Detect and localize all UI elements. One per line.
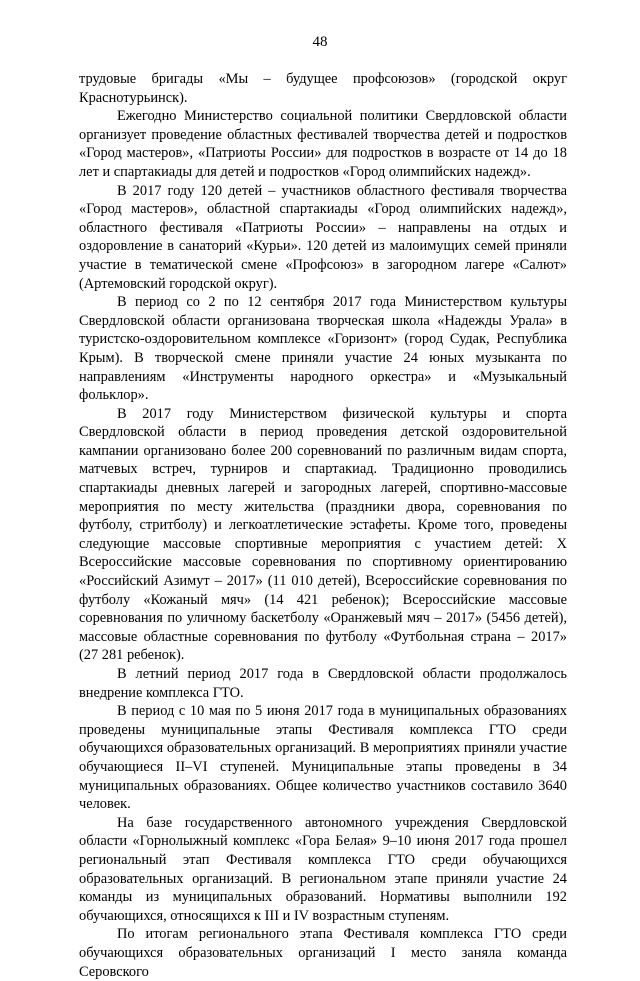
paragraph: В 2017 году Министерством физической культуры и спорта Свердловской области в период проведения детской оздоровительной кампании организовано более 200 соревнований по различным видам спорта, матчевых встреч, турниров и спартакиад. Традиционно проводились спартакиады дневных лагерей и загородных лагерей, спортивно-массовые мероприятия по месту жительства (праздники двора, соревнования по футболу, стритболу) и легкоатлетические эстафеты. Кроме того, проведены следующие массовые спортивные мероприятия с участием детей: X Всероссийские массовые соревнования по спортивному ориентированию «Российский Азимут – 2017» (11 010 детей), Всероссийские соревнования по футболу «Кожаный мяч» (14 421 ребенок); Всероссийские массовые соревнования по уличному баскетболу «Оранжевый мяч – 2017» (5456 детей), массовые областные соревнования по футболу «Футбольная страна – 2017» (27 281 ребенок). <box>79 405 567 664</box>
paragraph: Ежегодно Министерство социальной политики Свердловской области организует проведение областных фестивалей творчества детей и подростков «Город мастеров», «Патриоты России» для подростков в возрасте от 14 до 18 лет и спартакиады для детей и подростков «Город олимпийских надежд». <box>79 108 567 180</box>
paragraph: В летний период 2017 года в Свердловской области продолжалось внедрение комплекса ГТО. <box>79 666 567 701</box>
page-number: 48 <box>312 34 328 50</box>
paragraph: В 2017 году 120 детей – участников областного фестиваля творчества «Город мастеров», областной спартакиады «Город олимпийских надежд», областного фестиваля «Патриоты России» – направлены на отдых и оздоровление в санаторий «Курьи». 120 детей из малоимущих семей приняли участие в тематической смене «Профсоюз» в загородном лагере «Салют» (Артемовский городской округ). <box>79 182 567 292</box>
body-text <box>79 70 567 981</box>
paragraph-continued: трудовые бригады «Мы – будущее профсоюзов» (городской округ Краснотурьинск). <box>79 71 567 106</box>
paragraph: По итогам регионального этапа Фестиваля комплекса ГТО среди обучающихся образовательных организаций I место заняла команда Серовского <box>79 926 567 980</box>
paragraph: В период со 2 по 12 сентября 2017 года Министерством культуры Свердловской области организована творческая школа «Надежды Урала» в туристско-оздоровительном комплексе «Горизонт» (город Судак, Республика Крым). В творческой смене приняли участие 24 юных музыканта по направлениям «Инструменты народного оркестра» и «Музыкальный фольклор». <box>79 294 567 404</box>
paragraph: На базе государственного автономного учреждения Свердловской области «Горнолыжный комплекс «Гора Белая» 9–10 июня 2017 года прошел региональный этап Фестиваля комплекса ГТО среди обучающихся образовательных организаций. В региональном этапе приняли участие 24 команды из муниципальных образований. Нормативы выполнили 192 обучающихся, относящихся к III и IV возрастным ступеням. <box>79 814 567 924</box>
paragraph: В период с 10 мая по 5 июня 2017 года в муниципальных образованиях проведены муниципальные этапы Фестиваля комплекса ГТО среди обучающихся образовательных организаций. В мероприятиях приняли участие обучающиеся II–VI ступеней. Муниципальные этапы проведены в 34 муниципальных образованиях. Общее количество участников составило 3640 человек. <box>79 703 567 813</box>
